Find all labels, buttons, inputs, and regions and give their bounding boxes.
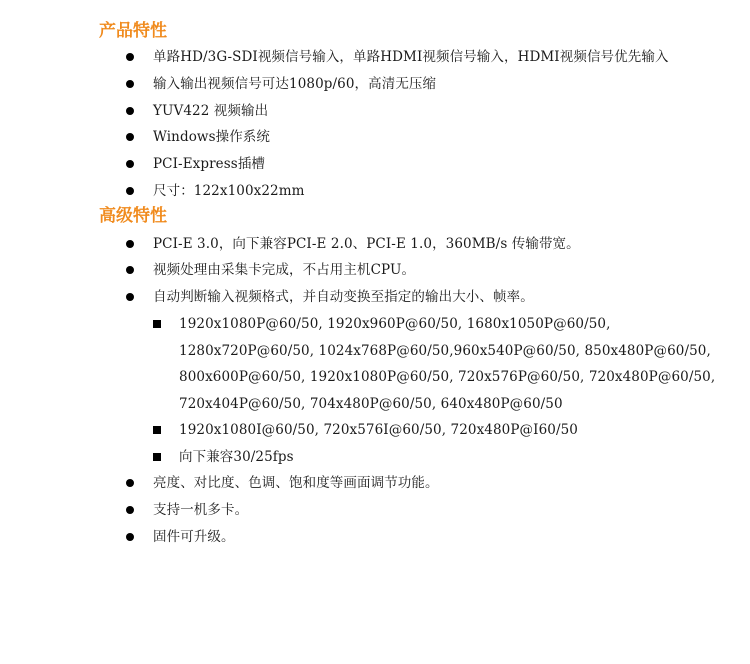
list-item: [0, 527, 750, 547]
list-item-text: 亮度、对比度、色调、饱和度等画面调节功能。: [153, 475, 439, 491]
list-item: [0, 101, 750, 121]
bullet-dot-icon: [126, 479, 134, 487]
list-item: [0, 181, 750, 201]
list-item: [0, 234, 750, 254]
list-item: [0, 500, 750, 520]
list-item: [0, 473, 750, 493]
list-item-text: PCI-E 3.0，向下兼容PCI-E 2.0、PCI-E 1.0，360MB/s 传输带宽。: [153, 236, 580, 252]
list-item: [0, 287, 750, 307]
list-item-text: YUV422 视频输出: [153, 103, 269, 119]
bullet-dot-icon: [126, 533, 134, 541]
format-line: 向下兼容30/25fps: [179, 449, 294, 465]
bullet-dot-icon: [126, 160, 134, 168]
square-bullet-icon: [153, 426, 161, 434]
format-line: 1920x1080I@60/50, 720x576I@60/50, 720x480P@I60/50: [179, 422, 578, 438]
list-item-text: Windows操作系统: [153, 129, 271, 145]
list-item-text: 固件可升级。: [153, 529, 235, 545]
bullet-dot-icon: [126, 133, 134, 141]
format-line: 1920x1080P@60/50, 1920x960P@60/50, 1680x1050P@60/50,: [179, 316, 611, 332]
list-item-text: 视频处理由采集卡完成，不占用主机CPU。: [153, 262, 416, 278]
list-item-text: 支持一机多卡。: [153, 502, 249, 518]
bullet-dot-icon: [126, 187, 134, 195]
bullet-dot-icon: [126, 266, 134, 274]
list-item-text: 尺寸：122x100x22mm: [153, 183, 305, 199]
list-item-text: 输入输出视频信号可达1080p/60，高清无压缩: [153, 76, 437, 92]
list-item-text: PCI-Express插槽: [153, 156, 266, 172]
bullet-dot-icon: [126, 80, 134, 88]
list-item-text: 自动判断输入视频格式，并自动变换至指定的输出大小、帧率。: [153, 289, 534, 305]
format-line: 720x404P@60/50, 704x480P@60/50, 640x480P@60/50: [179, 396, 563, 412]
bullet-dot-icon: [126, 506, 134, 514]
list-item: [0, 74, 750, 94]
sublist-item-frame-rate-compat: [0, 447, 750, 467]
sublist-item-progressive-formats: [0, 314, 750, 334]
bullet-dot-icon: [126, 53, 134, 61]
list-item: [0, 47, 750, 67]
list-item: [0, 127, 750, 147]
bullet-dot-icon: [126, 107, 134, 115]
section-heading-product-features: 产品特性: [99, 21, 167, 41]
sublist-item-interlaced-formats: [0, 420, 750, 440]
bullet-dot-icon: [126, 240, 134, 248]
list-item: [0, 260, 750, 280]
square-bullet-icon: [153, 453, 161, 461]
square-bullet-icon: [153, 320, 161, 328]
bullet-dot-icon: [126, 293, 134, 301]
list-item-text: 单路HD/3G-SDI视频信号输入，单路HDMI视频信号输入，HDMI视频信号优先输入: [153, 49, 669, 65]
list-item: [0, 154, 750, 174]
section-heading-advanced-features: 高级特性: [99, 206, 167, 226]
format-line: 800x600P@60/50, 1920x1080P@60/50, 720x576P@60/50, 720x480P@60/50,: [179, 369, 716, 385]
format-line: 1280x720P@60/50, 1024x768P@60/50,960x540P@60/50, 850x480P@60/50,: [179, 343, 711, 359]
